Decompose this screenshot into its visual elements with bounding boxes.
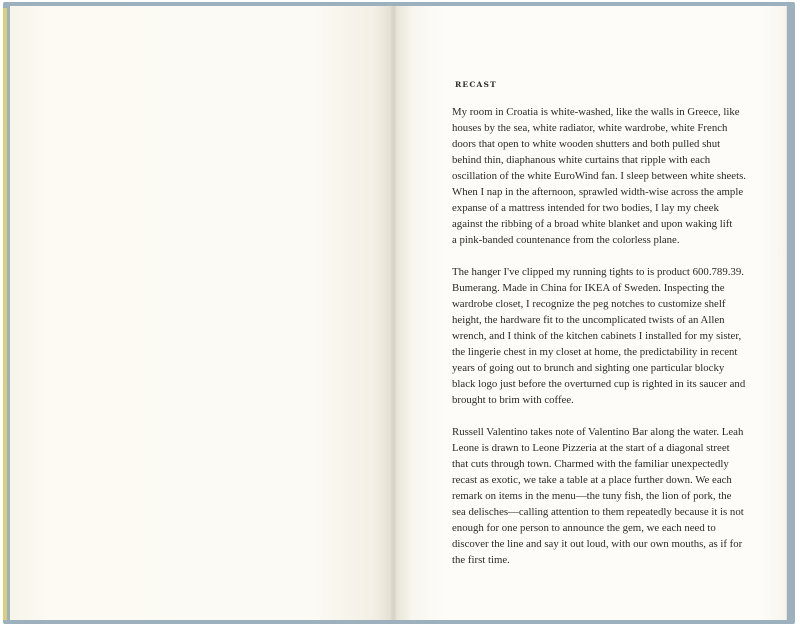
left-page-blank (10, 6, 390, 620)
paragraph-3 (452, 424, 770, 568)
text-line: height, the hardware fit to the uncomplicated twists of an Allen (452, 314, 725, 327)
text-line: oscillation of the white EuroWind fan. I sleep between white sheets. (452, 170, 746, 183)
text-line: doors that open to white wooden shutters and both pulled shut (452, 138, 721, 151)
text-line: the first time. (452, 554, 510, 567)
running-head-title: RECAST (455, 80, 497, 89)
text-line: enough for one person to announce the gem, we each need to (452, 522, 716, 535)
text-line: Bumerang. Made in China for IKEA of Sweden. Inspecting the (452, 281, 725, 294)
text-line: behind thin, diaphanous white curtains that ripple with each (452, 154, 711, 167)
text-line: against the ribbing of a broad white blanket and upon waking lift (452, 218, 733, 231)
text-line: years of going out to brunch and sighting one particular blocky (452, 362, 725, 375)
text-line: Russell Valentino takes note of Valentino Bar along the water. Leah (452, 425, 744, 438)
text-line: that cuts through town. Charmed with the familiar unexpectedly (452, 457, 729, 470)
text-line: Leone is drawn to Leone Pizzeria at the start of a diagonal street (452, 441, 730, 454)
text-line: When I nap in the afternoon, sprawled width-wise across the ample (452, 186, 744, 199)
text-line: a pink-banded countenance from the colorless plane. (452, 234, 680, 247)
paragraph-2 (452, 264, 770, 408)
paragraph-1 (452, 104, 770, 248)
cover-edge (3, 8, 7, 620)
text-line: wrench, and I think of the kitchen cabinets I installed for my sister, (452, 330, 742, 343)
text-line: discover the line and say it out loud, with our own mouths, as if for (452, 538, 743, 551)
text-line: black logo just before the overturned cup is righted in its saucer and (452, 378, 746, 391)
book-gutter (390, 6, 397, 620)
text-line: expanse of a mattress intended for two bodies, I lay my cheek (452, 202, 719, 215)
text-line: remark on items in the menu—the tuny fish, the lion of pork, the (452, 490, 732, 503)
text-line: the lingerie chest in my closet at home, the predictability in recent (452, 346, 738, 359)
body-text (452, 104, 770, 584)
text-line: My room in Croatia is white-washed, like the walls in Greece, like (452, 106, 740, 118)
text-line: houses by the sea, white radiator, white wardrobe, white French (452, 122, 728, 135)
text-line: wardrobe closet, I recognize the peg notches to customize shelf (452, 298, 726, 311)
text-line: recast as exotic, we take a table at a place further down. We each (452, 473, 732, 486)
text-line: brought to brim with coffee. (452, 394, 574, 407)
text-line: sea delisches—calling attention to them repeatedly because it is not (452, 506, 744, 519)
text-line: The hanger I've clipped my running tights to is product 600.789.39. (452, 265, 744, 278)
